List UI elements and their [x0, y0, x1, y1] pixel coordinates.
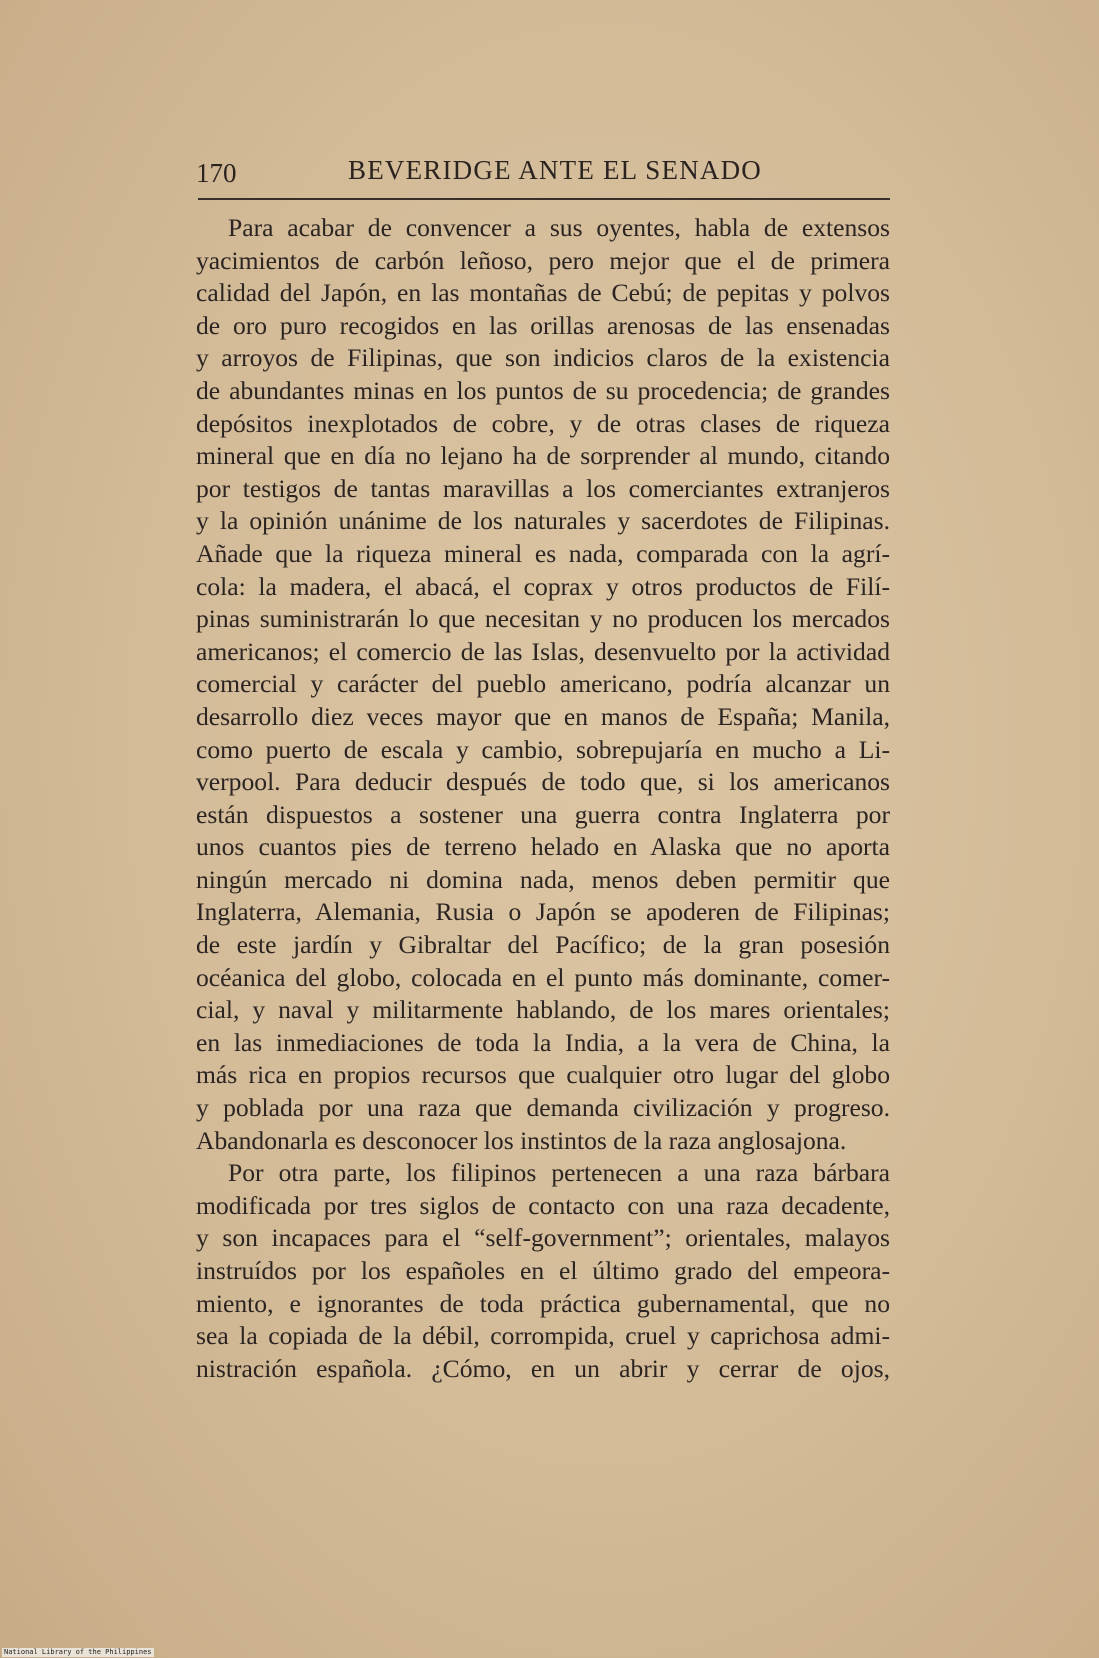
text-line: nistración española. ¿Cómo, en un abrir y cerrar de ojos,: [196, 1353, 890, 1383]
text-line: y son incapaces para el “self-government”; orientales, malayos: [196, 1223, 890, 1253]
text-line: ningún mercado ni domina nada, menos deben permitir que: [196, 864, 890, 894]
text-line: depósitos inexplotados de cobre, y de otras clases de riqueza: [196, 408, 890, 438]
page-number: 170: [196, 158, 237, 188]
header-rule: [198, 198, 890, 200]
text-line: Por otra parte, los filipinos pertenecen a una raza bárbara: [228, 1158, 890, 1188]
text-line: como puerto de escala y cambio, sobrepujaría en mucho a Li-: [196, 734, 890, 764]
text-line: sea la copiada de la débil, corrompida, cruel y caprichosa admi-: [196, 1321, 890, 1351]
library-credit: National Library of the Philippines: [4, 1648, 152, 1656]
text-line: Abandonarla es desconocer los instintos de la raza anglosajona.: [196, 1125, 847, 1155]
text-line: cial, y naval y militarmente hablando, de los mares orientales;: [196, 995, 890, 1025]
text-line: instruídos por los españoles en el último grado del empeora-: [196, 1256, 890, 1285]
text-line: y poblada por una raza que demanda civilización y progreso.: [196, 1093, 890, 1123]
running-head: BEVERIDGE ANTE EL SENADO: [347, 155, 762, 185]
text-line: mineral que en día no lejano ha de sorprender al mundo, citando: [196, 441, 890, 471]
text-line: y arroyos de Filipinas, que son indicios claros de la existencia: [196, 343, 890, 373]
body-text: [196, 212, 890, 1385]
text-line: más rica en propios recursos que cualquier otro lugar del globo: [196, 1060, 890, 1090]
text-line: miento, e ignorantes de toda práctica gubernamental, que no: [196, 1288, 890, 1318]
text-line: están dispuestos a sostener una guerra contra Inglaterra por: [196, 799, 890, 829]
text-line: verpool. Para deducir después de todo que, si los americanos: [196, 767, 890, 797]
text-line: yacimientos de carbón leñoso, pero mejor que el de primera: [196, 245, 890, 275]
page-header: [196, 150, 890, 194]
text-line: en las inmediaciones de toda la India, a la vera de China, la: [196, 1027, 890, 1057]
text-line: Añade que la riqueza mineral es nada, comparada con la agrí-: [196, 538, 890, 568]
text-line: unos cuantos pies de terreno helado en Alaska que no aporta: [196, 832, 890, 862]
text-line: pinas suministrarán lo que necesitan y no producen los mercados: [196, 604, 890, 634]
text-line: de oro puro recogidos en las orillas arenosas de las ensenadas: [196, 310, 890, 340]
text-line: por testigos de tantas maravillas a los comerciantes extranjeros: [196, 473, 890, 503]
text-line: y la opinión unánime de los naturales y sacerdotes de Filipinas.: [196, 506, 890, 536]
text-line: Para acabar de convencer a sus oyentes, habla de extensos: [228, 213, 890, 242]
text-line: Inglaterra, Alemania, Rusia o Japón se apoderen de Filipinas;: [196, 897, 890, 927]
text-line: comercial y carácter del pueblo americano, podría alcanzar un: [196, 669, 890, 699]
text-line: calidad del Japón, en las montañas de Cebú; de pepitas y polvos: [196, 278, 890, 308]
text-line: cola: la madera, el abacá, el coprax y otros productos de Filí-: [196, 571, 890, 601]
text-line: de abundantes minas en los puntos de su procedencia; de grandes: [196, 375, 890, 405]
text-line: desarrollo diez veces mayor que en manos de España; Manila,: [196, 701, 890, 731]
text-line: de este jardín y Gibraltar del Pacífico; de la gran posesión: [196, 930, 890, 960]
text-line: océanica del globo, colocada en el punto más dominante, comer-: [196, 962, 890, 992]
text-line: modificada por tres siglos de contacto con una raza decadente,: [196, 1190, 890, 1220]
text-line: americanos; el comercio de las Islas, desenvuelto por la actividad: [196, 636, 890, 666]
